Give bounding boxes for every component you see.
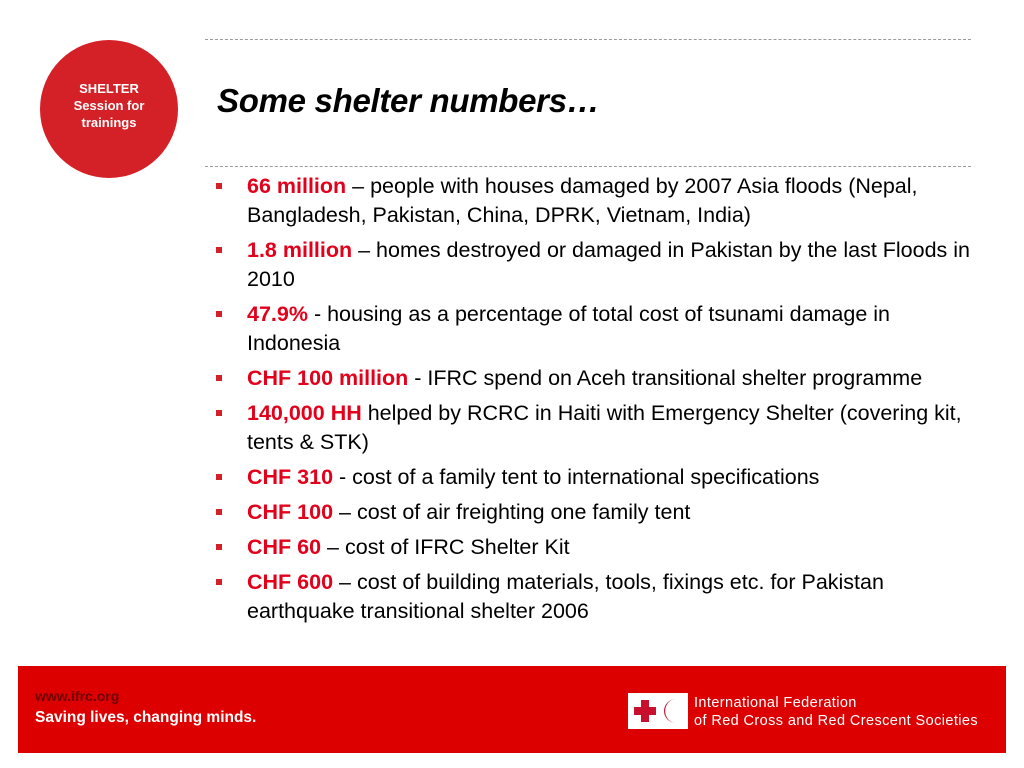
fact-highlight: CHF 100	[247, 500, 334, 524]
tagline: Saving lives, changing minds.	[35, 709, 257, 726]
fact-highlight: 1.8 million	[247, 238, 353, 262]
square-bullet-icon	[216, 247, 222, 253]
square-bullet-icon	[216, 474, 222, 480]
fact-text: - housing as a percentage of total cost of tsunami damage in Indonesia	[247, 302, 891, 355]
list-item	[216, 568, 986, 626]
list-item	[216, 533, 986, 562]
top-divider	[205, 39, 971, 40]
fact-text: – cost of air freighting one family tent	[333, 500, 691, 524]
square-bullet-icon	[216, 183, 222, 189]
footer-banner	[18, 666, 1006, 753]
fact-highlight: 140,000 HH	[247, 401, 362, 425]
red-cross-red-crescent-logo-icon	[628, 693, 688, 729]
fact-highlight: CHF 60	[247, 535, 322, 559]
list-item	[216, 463, 986, 492]
fact-text: – cost of IFRC Shelter Kit	[321, 535, 570, 559]
list-item	[216, 236, 986, 294]
badge-line-3: trainings	[81, 114, 137, 130]
fact-text: - IFRC spend on Aceh transitional shelter programme	[408, 366, 923, 390]
square-bullet-icon	[216, 410, 222, 416]
website-link[interactable]: www.ifrc.org	[35, 688, 120, 704]
list-item	[216, 172, 986, 230]
list-item	[216, 399, 986, 457]
org-line-1: International Federation	[694, 695, 857, 711]
fact-text: – people with houses damaged by 2007 Asia floods (Nepal, Bangladesh, Pakistan, China, DPRK, Vietnam, India)	[247, 174, 918, 227]
list-item	[216, 498, 986, 527]
title-divider	[205, 166, 971, 167]
org-line-2: of Red Cross and Red Crescent Societies	[694, 713, 978, 729]
square-bullet-icon	[216, 375, 222, 381]
fact-text: – homes destroyed or damaged in Pakistan by the last Floods in 2010	[247, 238, 971, 291]
list-item	[216, 300, 986, 358]
square-bullet-icon	[216, 544, 222, 550]
organization-name	[694, 694, 978, 730]
badge-line-1: SHELTER	[79, 80, 139, 96]
fact-highlight: CHF 310	[247, 465, 334, 489]
fact-text: helped by RCRC in Haiti with Emergency Shelter (covering kit, tents & STK)	[247, 401, 962, 454]
fact-highlight: 47.9%	[247, 302, 308, 326]
session-badge	[40, 40, 178, 178]
shelter-facts-list	[216, 172, 986, 632]
fact-highlight: 66 million	[247, 174, 347, 198]
fact-text: – cost of building materials, tools, fixings etc. for Pakistan earthquake transitional shelter 2006	[247, 570, 884, 623]
list-item	[216, 364, 986, 393]
square-bullet-icon	[216, 311, 222, 317]
badge-line-2: Session for	[73, 97, 145, 113]
fact-text: - cost of a family tent to international specifications	[333, 465, 820, 489]
fact-highlight: CHF 600	[247, 570, 334, 594]
slide-title: Some shelter numbers…	[217, 82, 600, 119]
fact-highlight: CHF 100 million	[247, 366, 409, 390]
square-bullet-icon	[216, 579, 222, 585]
square-bullet-icon	[216, 509, 222, 515]
